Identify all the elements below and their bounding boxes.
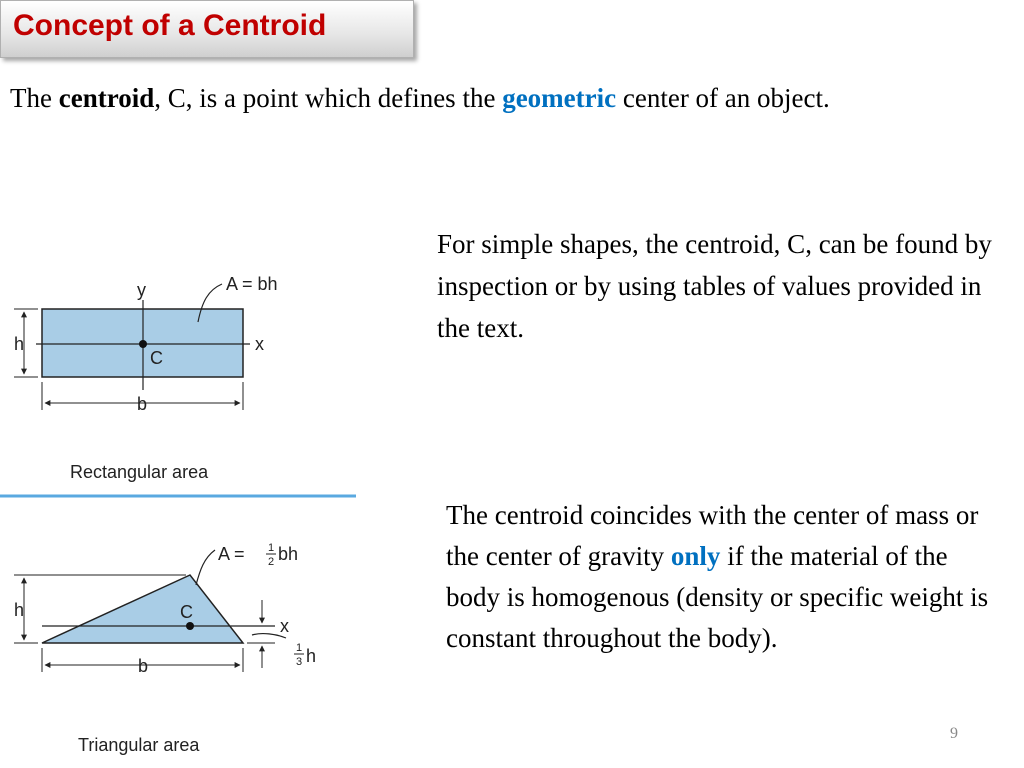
tri-offset-frac-den: 3 [296, 656, 303, 668]
tri-c-label: C [180, 602, 193, 622]
rectangle-figure [14, 274, 278, 482]
intro-text-1: The [10, 83, 59, 113]
tri-area-suffix: bh [278, 544, 299, 564]
rect-h-label: h [14, 334, 25, 354]
tri-area-frac-num: 1 [268, 542, 275, 554]
slide-title: Concept of a Centroid [13, 9, 327, 42]
triangle-figure [14, 542, 316, 755]
intro-highlight-geometric: geometric [502, 83, 617, 113]
rect-y-label: y [137, 280, 146, 300]
triangle-shape [42, 575, 243, 643]
tri-centroid-dot [186, 622, 194, 630]
tri-offset-suffix: h [306, 646, 317, 666]
intro-paragraph [10, 78, 1010, 118]
mass-highlight-only: only [670, 541, 721, 571]
title-box [0, 0, 414, 58]
rect-caption: Rectangular area [70, 462, 209, 482]
tri-area-leader [196, 550, 215, 585]
rect-area-formula: A = bh [226, 274, 278, 294]
mass-text-1: The centroid coincides with the center of mass or the center of gravity [446, 500, 979, 571]
intro-text-2: , C, is a point which defines the [154, 83, 503, 113]
simple-shapes-paragraph: For simple shapes, the centroid, C, can be found by inspection or by using tables of values provided in the text. [437, 229, 992, 343]
rect-centroid-dot [139, 340, 147, 348]
mass-text-2: if the material of the body is homogenous (density or specific weight is constant throughout the body). [446, 541, 989, 653]
intro-text-3: center of an object. [616, 83, 830, 113]
tri-h-label: h [14, 600, 25, 620]
tri-offset-frac-num: 1 [296, 642, 303, 654]
center-of-mass-paragraph [446, 495, 1006, 659]
tri-area-prefix: A = [218, 544, 245, 564]
page-number: 9 [950, 725, 958, 742]
tri-b-label: b [138, 656, 149, 676]
rect-b-label: b [137, 394, 148, 414]
centroid-figure [0, 240, 360, 768]
intro-bold-centroid: centroid [58, 83, 155, 113]
tri-area-frac-den: 2 [268, 556, 275, 568]
tri-caption: Triangular area [78, 735, 200, 755]
tri-x-label: x [280, 616, 289, 636]
rect-c-label: C [150, 348, 163, 368]
rect-x-label: x [255, 334, 264, 354]
